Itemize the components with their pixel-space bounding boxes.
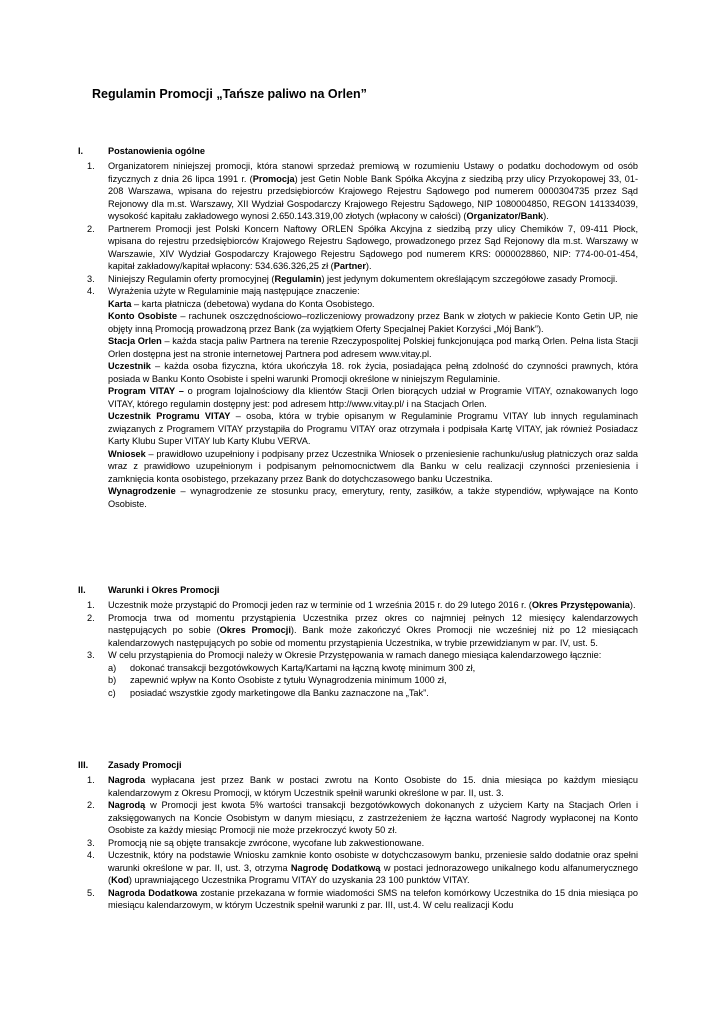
text-run: Uczestnik może przystąpić do Promocji jeden raz w terminie od 1 września 2015 r. do 29 lutego 2016 r. ( <box>108 600 532 610</box>
text-run: – prawidłowo uzupełniony i podpisany przez Uczestnika Wniosek o przeniesienie rachunku/usług płatniczych oraz salda wraz z prawidłowo uzupełnionym i podpisanym pełnomocnictwem dla Banku w celu realizacji czynności przeniesienia i zamknięcia konta osobistego, przekazany przez Bank do dotychczasowego banku Uczestnika. <box>108 448 638 484</box>
item-paragraph <box>108 649 638 662</box>
text-run: ). <box>365 261 372 271</box>
defined-term: Karta <box>108 298 132 309</box>
text-run: ) jest jedynym dokumentem określającym szczegółowe zasady Promocji. <box>321 273 618 284</box>
item-number: 3. <box>87 650 95 660</box>
defined-term: Regulamin <box>274 273 322 284</box>
item-paragraph <box>108 298 638 311</box>
text-run: ). <box>629 600 636 610</box>
item-number: 3. <box>87 837 95 848</box>
list-item <box>0 612 638 650</box>
defined-term: Nagrodą <box>108 800 146 810</box>
section-number: I. <box>78 146 84 156</box>
section-title: Warunki i Okres Promocji <box>108 585 220 595</box>
text-run: Promocja trwa od momentu przystąpienia Uczestnika przez okres co najmniej pełnych 12 miesięcy kalendarzowych następujących po sobie ( <box>108 612 638 635</box>
item-paragraph <box>108 273 638 286</box>
text-run: Wyrażenia użyte w Regulaminie mają następujące znaczenie: <box>108 286 360 296</box>
list-item <box>0 849 638 887</box>
text-run: Niniejszy Regulamin oferty promocyjnej ( <box>108 273 275 284</box>
text-run: Partnerem Promocji jest Polski Koncern Naftowy ORLEN Spółka Akcyjna z siedzibą przy ulicy Chemików 7, 09-411 Płock, wpisana do rejestru przedsiębiorców Krajowego Rejestru Sądowego, prowadzonego przez Sąd Rejonowy dla m.st. Warszawy w Warszawie, XIV Wydział Gospodarczy Krajowego Rejestru Sądowego pod numerem KRS: 0000028860, NIP: 774-00-01-454, kapitał zakładowy/kapitał wpłacony: 534.636.326,25 zł ( <box>108 223 638 271</box>
sub-list-item <box>108 662 638 675</box>
item-number: 2. <box>87 800 95 810</box>
section-title: Zasady Promocji <box>108 760 182 770</box>
item-paragraph <box>108 335 638 360</box>
sub-list-item <box>108 687 638 700</box>
item-number: 1. <box>87 161 95 171</box>
list-item <box>0 774 638 799</box>
text-run: ). <box>543 211 549 221</box>
text-run: wypłacana jest przez Bank w postaci zwrotu na Konto Osobiste do 15. dnia miesiąca po każdym miesiącu kalendarzowym z Okresu Promocji, w którym Uczestnik spełnił warunki określone w par. II, ust. 3. <box>108 775 638 798</box>
defined-term: Stacja Orlen <box>108 336 162 346</box>
defined-term: Nagrodę Dodatkową <box>290 862 381 873</box>
defined-term: Okres Promocji <box>219 625 291 635</box>
item-paragraph <box>108 799 638 837</box>
sub-item-text: dokonać transakcji bezgotówkowych Kartą/Kartami na łączną kwotę minimum 300 zł, <box>130 662 476 673</box>
text-run: – każda osoba fizyczna, która ukończyła 18. rok życia, posiadająca pełną zdolność do czynności prawnych, która posiada w Banku Konto Osobiste i spełni warunki Promocji określone w niniejszym Regulaminie. <box>108 361 638 384</box>
text-run: Uczestnik, który na podstawie Wniosku zamknie konto osobiste w dotychczasowym banku, przeniesie saldo dodatnie oraz spełni warunki określone w par. II, ust. 3, otrzyma <box>108 850 638 873</box>
list-item <box>0 837 638 850</box>
text-run: – rachunek oszczędnościowo–rozliczeniowy prowadzony przez Bank w złotych w pakiecie Konto Getin UP, nie objęty inną Promocją prowadzoną przez Bank (za wyjątkiem Oferty Specjalnej Pakiet Korzyści „Mój Bank”). <box>108 311 638 334</box>
text-run: – karta płatnicza (debetowa) wydana do Konta Osobistego. <box>131 298 375 309</box>
item-paragraph <box>108 310 638 335</box>
section-promotion-rules <box>0 760 724 912</box>
item-paragraph <box>108 774 638 799</box>
text-run: – każda stacja paliw Partnera na terenie Rzeczypospolitej Polskiej funkcjonująca pod marką Orlen. Pełna lista Stacji Orlen dostępna jest na stronie internetowej Partnera pod adresem www.vitay.pl. <box>108 336 638 359</box>
item-number: 1. <box>87 775 95 785</box>
section-items <box>0 599 724 699</box>
list-item <box>0 223 638 273</box>
sub-item-letter: a) <box>108 662 117 673</box>
defined-term: Nagroda <box>108 775 146 785</box>
item-paragraph <box>108 360 638 385</box>
item-paragraph <box>108 160 638 223</box>
defined-term: Partner <box>333 261 366 271</box>
text-run: w Promocji jest kwota 5% wartości transakcji bezgotówkowych dokonanych z użyciem Karty na Stacjach Orlen i zaksięgowanych na Koncie Osobistym w danym miesiącu, z zastrzeżeniem że łączna wartość Nagrody wypłaconej na Konto Osobiste za każdy miesiąc Promocji nie może przekroczyć kwoty 50 zł. <box>108 800 638 835</box>
item-paragraph <box>108 612 638 650</box>
item-paragraph <box>108 223 638 273</box>
defined-term: Okres Przystępowania <box>531 600 630 610</box>
text-run: – osoba, która w trybie opisanym w Regulaminie Programu VITAY lub innych regulaminach związanych z Programem VITAY przystąpiła do Programu VITAY oraz otrzymała i podpisała Kartę VITAY, jak również Posiadacz Karty Klubu Super VITAY lub Karty Klubu VERVA. <box>108 411 639 446</box>
section-items <box>0 160 724 510</box>
item-paragraph <box>108 385 638 410</box>
defined-term: Promocja <box>252 173 295 184</box>
defined-term: Program VITAY – <box>108 386 184 396</box>
list-item <box>0 273 638 286</box>
sub-item-text: zapewnić wpływ na Konto Osobiste z tytułu Wynagrodzenia minimum 1000 zł, <box>130 675 447 685</box>
section-items <box>0 774 724 912</box>
sub-list <box>108 662 638 700</box>
item-number: 3. <box>87 273 95 284</box>
text-run: ) jest Getin Noble Bank Spółka Akcyjna z siedzibą przy ulicy Przyokopowej 33, 01-208 Warszawa, wpisana do rejestru przedsiębiorców Krajowego Rejestru Sądowego pod numerem 0000304735 przez Sąd Rejonowy dla m.st. Warszawy, XII Wydział Gospodarczy Krajowego Rejestru Sądowego, NIP 1080004850, REGON 141334039, wysokość kapitału zakładowego wynosi 2.650.143.319,00 złotych (wpłacony w całości) ( <box>108 173 638 221</box>
item-number: 4. <box>87 850 95 860</box>
defined-term: Uczestnik <box>108 361 151 371</box>
item-paragraph <box>108 887 638 912</box>
defined-term: Uczestnik Programu VITAY <box>108 411 231 421</box>
sub-list-item <box>108 674 638 687</box>
defined-term: Organizator/Bank <box>466 211 544 221</box>
list-item <box>0 285 638 510</box>
item-paragraph <box>108 410 638 448</box>
item-paragraph <box>108 837 638 850</box>
defined-term: Kod <box>111 875 129 885</box>
text-run: o program lojalnościowy dla klientów Stacji Orlen biorących udział w Programie VITAY, oznakowanych logo VITAY, którego regulamin dostępny jest: pod adresem http://www.vitay.pl/ i na Stacjach Orlen. <box>108 386 639 409</box>
sub-item-letter: c) <box>108 687 116 698</box>
text-run: W celu przystąpienia do Promocji należy w Okresie Przystępowania w ramach danego miesiąca kalendarzowego łącznie: <box>108 650 602 660</box>
text-run: – wynagrodzenie ze stosunku pracy, emerytury, renty, zasiłków, a także stypendiów, wpływające na Konto Osobiste. <box>108 486 638 509</box>
section-number: III. <box>78 760 89 770</box>
document-title: Regulamin Promocji „Tańsze paliwo na Orlen” <box>92 87 367 101</box>
section-conditions-and-period <box>0 585 724 699</box>
list-item <box>0 799 638 837</box>
list-item <box>0 649 638 699</box>
defined-term: Konto Osobiste <box>108 311 178 321</box>
section-heading <box>0 760 724 774</box>
item-paragraph <box>108 448 638 486</box>
section-number: II. <box>78 585 86 595</box>
defined-term: Nagroda Dodatkowa <box>108 887 198 898</box>
text-run: ) uprawniającego Uczestnika Programu VITAY do uzyskania 23 100 punktów VITAY. <box>128 875 470 885</box>
text-run: Organizatorem niniejszej promocji, która stanowi sprzedaż premiową w rozumieniu Ustawy o podatku dochodowym od osób fizycznych z dnia 26 lipca 1991 r. ( <box>108 161 638 184</box>
section-heading <box>0 146 724 160</box>
item-number: 5. <box>87 887 95 898</box>
text-run: Promocją nie są objęte transakcje zwrócone, wycofane lub zakwestionowane. <box>108 837 425 848</box>
item-paragraph <box>108 485 638 510</box>
text-run: ). Bank może zakończyć Okres Promocji nie wcześniej niż po 12 miesiącach kalendarzowych następujących po sobie od momentu przystąpienia Uczestnika, w trybie przewidzianym w par. IV, ust. 5. <box>108 625 638 648</box>
item-paragraph <box>108 599 638 612</box>
section-title: Postanowienia ogólne <box>108 146 205 156</box>
text-run: zostanie przekazana w formie wiadomości SMS na telefon komórkowy Uczestnika do 15 dnia miesiąca po miesiącu kalendarzowym, w którym Uczestnik spełnił warunki z par. III, ust.4. W celu realizacji Kodu <box>108 887 638 910</box>
section-heading <box>0 585 724 599</box>
list-item <box>0 887 638 912</box>
sub-item-letter: b) <box>108 675 117 685</box>
item-number: 2. <box>87 223 95 234</box>
item-number: 1. <box>87 600 95 610</box>
text-run: w postaci jednorazowego unikalnego kodu alfanumerycznego ( <box>108 862 638 885</box>
list-item <box>0 599 638 612</box>
item-number: 4. <box>87 286 95 296</box>
item-paragraph <box>108 849 638 887</box>
list-item <box>0 160 638 223</box>
section-general-provisions <box>0 146 724 510</box>
sub-item-text: posiadać wszystkie zgody marketingowe dla Banku zaznaczone na „Tak”. <box>130 687 429 698</box>
defined-term: Wniosek <box>108 448 146 459</box>
item-number: 2. <box>87 612 95 623</box>
defined-term: Wynagrodzenie <box>108 486 176 496</box>
item-paragraph <box>108 285 638 298</box>
